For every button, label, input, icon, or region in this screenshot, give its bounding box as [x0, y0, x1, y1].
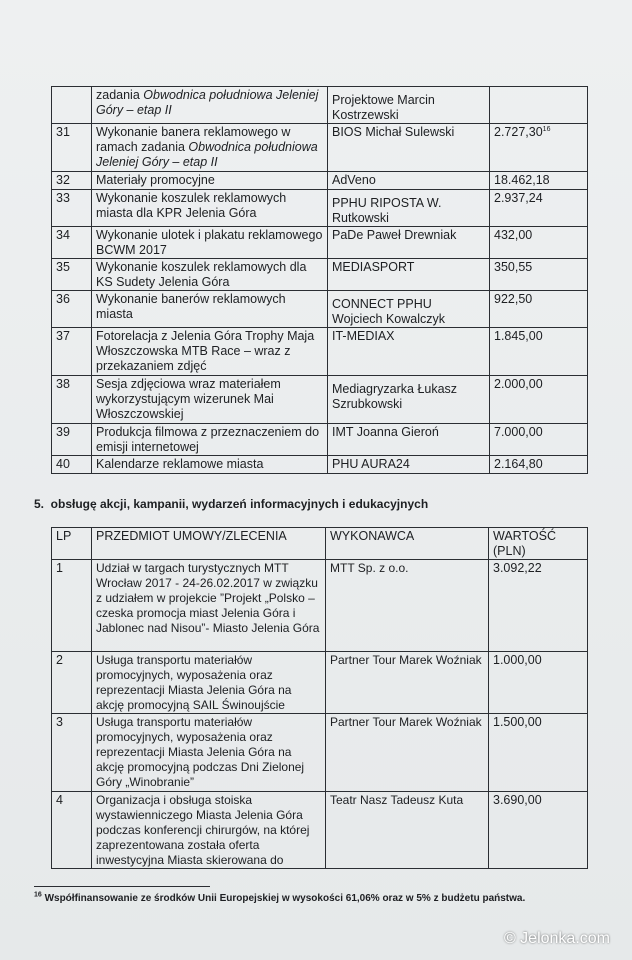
- row-subject: Udział w targach turystycznych MTT Wrocław 2017 - 24-26.02.2017 w związku z udziałem w projekcie ”Projekt „Polsko – czeska promocja miast Jelenia Góra i Jablonec nad Nisou”- Miasto Jelenia Góra: [92, 560, 326, 652]
- row-lp: 36: [52, 291, 92, 328]
- row-value: [490, 87, 588, 124]
- watermark: © Jelonka.com: [503, 930, 610, 947]
- row-subject: Wykonanie koszulek reklamowych dla KS Sudety Jelenia Góra: [92, 259, 328, 291]
- row-contractor: IT-MEDIAX: [328, 328, 490, 376]
- row-subject: Wykonanie banerów reklamowych miasta: [92, 291, 328, 328]
- table-row: [52, 124, 588, 172]
- row-subject: zadania Obwodnica południowa Jeleniej Góry – etap II: [92, 87, 328, 124]
- footnote-text: Współfinansowanie ze środków Unii Europejskiej w wysokości 61,06% oraz w 5% z budżetu państwa.: [41, 893, 526, 904]
- row-subject: Usługa transportu materiałów promocyjnych, wyposażenia oraz reprezentacji Miasta Jelenia Góra na akcję promocyjną SAIL Świnoujście: [92, 652, 326, 714]
- row-lp: 40: [52, 456, 92, 474]
- table-row: [52, 652, 588, 714]
- row-value: 1.500,00: [489, 714, 588, 792]
- row-subject: Usługa transportu materiałów promocyjnych, wyposażenia oraz reprezentacji Miasta Jelenia Góra na akcję promocyjną podczas Dni Zielonej Góry „Winobranie”: [92, 714, 326, 792]
- header-contractor: WYKONAWCA: [326, 528, 489, 560]
- row-contractor: PaDe Paweł Drewniak: [328, 227, 490, 259]
- section-5-heading: 5. obsługę akcji, kampanii, wydarzeń informacyjnych i edukacyjnych: [34, 497, 429, 511]
- table-row: [52, 560, 588, 652]
- row-contractor: MTT Sp. z o.o.: [326, 560, 489, 652]
- table-row: [52, 227, 588, 259]
- footnote: [34, 893, 525, 904]
- row-contractor: Mediagryzarka Łukasz Szrubkowski: [328, 376, 490, 424]
- row-contractor: CONNECT PPHU Wojciech Kowalczyk: [328, 291, 490, 328]
- row-lp: [52, 87, 92, 124]
- row-value: 2.937,24: [490, 190, 588, 227]
- row-subject: Wykonanie ulotek i plakatu reklamowego BCWM 2017: [92, 227, 328, 259]
- row-subject: Sesja zdjęciowa wraz materiałem wykorzystującym wizerunek Mai Włoszczowskiej: [92, 376, 328, 424]
- row-contractor: PHU AURA24: [328, 456, 490, 474]
- table-row: [52, 87, 588, 124]
- row-lp: 32: [52, 172, 92, 190]
- row-value: 2.164,80: [490, 456, 588, 474]
- events-contracts-table: [51, 527, 588, 869]
- row-value: 18.462,18: [490, 172, 588, 190]
- contracts-table-continued: [51, 86, 588, 474]
- row-value: 1.000,00: [489, 652, 588, 714]
- table-row: [52, 714, 588, 792]
- row-lp: 31: [52, 124, 92, 172]
- row-lp: 37: [52, 328, 92, 376]
- row-subject: Kalendarze reklamowe miasta: [92, 456, 328, 474]
- row-contractor: BIOS Michał Sulewski: [328, 124, 490, 172]
- row-lp: 34: [52, 227, 92, 259]
- row-contractor: AdVeno: [328, 172, 490, 190]
- row-lp: 2: [52, 652, 92, 714]
- footnote-marker: 16: [34, 891, 42, 899]
- table-row: [52, 328, 588, 376]
- row-subject: Materiały promocyjne: [92, 172, 328, 190]
- row-subject: Fotorelacja z Jelenia Góra Trophy Maja Włoszczowska MTB Race – wraz z przekazaniem zdjęć: [92, 328, 328, 376]
- row-subject: Produkcja filmowa z przeznaczeniem do emisji internetowej: [92, 424, 328, 456]
- row-lp: 38: [52, 376, 92, 424]
- table-row: [52, 291, 588, 328]
- header-value: WARTOŚĆ (PLN): [489, 528, 588, 560]
- row-contractor: Teatr Nasz Tadeusz Kuta: [326, 792, 489, 869]
- row-lp: 39: [52, 424, 92, 456]
- footnote-divider: [34, 886, 210, 887]
- row-contractor: Projektowe Marcin Kostrzewski: [328, 87, 490, 124]
- row-subject: Organizacja i obsługa stoiska wystawienniczego Miasta Jelenia Góra podczas konferencji chirurgów, na której zaprezentowana została oferta inwestycyjna Miasta skierowana do: [92, 792, 326, 869]
- table-row: [52, 792, 588, 869]
- table-row: [52, 259, 588, 291]
- row-lp: 33: [52, 190, 92, 227]
- row-contractor: PPHU RIPOSTA W. Rutkowski: [328, 190, 490, 227]
- row-value: 2.727,30$^{16}$: [490, 124, 588, 172]
- table-header-row: [52, 528, 588, 560]
- table-row: [52, 190, 588, 227]
- header-subject: PRZEDMIOT UMOWY/ZLECENIA: [92, 528, 326, 560]
- row-contractor: Partner Tour Marek Woźniak: [326, 714, 489, 792]
- row-value: 432,00: [490, 227, 588, 259]
- row-contractor: IMT Joanna Gieroń: [328, 424, 490, 456]
- row-value: 2.000,00: [490, 376, 588, 424]
- row-contractor: Partner Tour Marek Woźniak: [326, 652, 489, 714]
- row-value: 922,50: [490, 291, 588, 328]
- row-subject: Wykonanie banera reklamowego w ramach zadania Obwodnica południowa Jeleniej Góry – etap II: [92, 124, 328, 172]
- table-row: [52, 424, 588, 456]
- table-row: [52, 376, 588, 424]
- row-contractor: MEDIASPORT: [328, 259, 490, 291]
- row-value: 350,55: [490, 259, 588, 291]
- row-lp: 4: [52, 792, 92, 869]
- row-lp: 3: [52, 714, 92, 792]
- row-subject: Wykonanie koszulek reklamowych miasta dla KPR Jelenia Góra: [92, 190, 328, 227]
- row-lp: 1: [52, 560, 92, 652]
- table-row: [52, 456, 588, 474]
- row-value: 7.000,00: [490, 424, 588, 456]
- row-lp: 35: [52, 259, 92, 291]
- row-value: 3.092,22: [489, 560, 588, 652]
- row-value: 3.690,00: [489, 792, 588, 869]
- header-lp: LP: [52, 528, 92, 560]
- row-value: 1.845,00: [490, 328, 588, 376]
- table-row: [52, 172, 588, 190]
